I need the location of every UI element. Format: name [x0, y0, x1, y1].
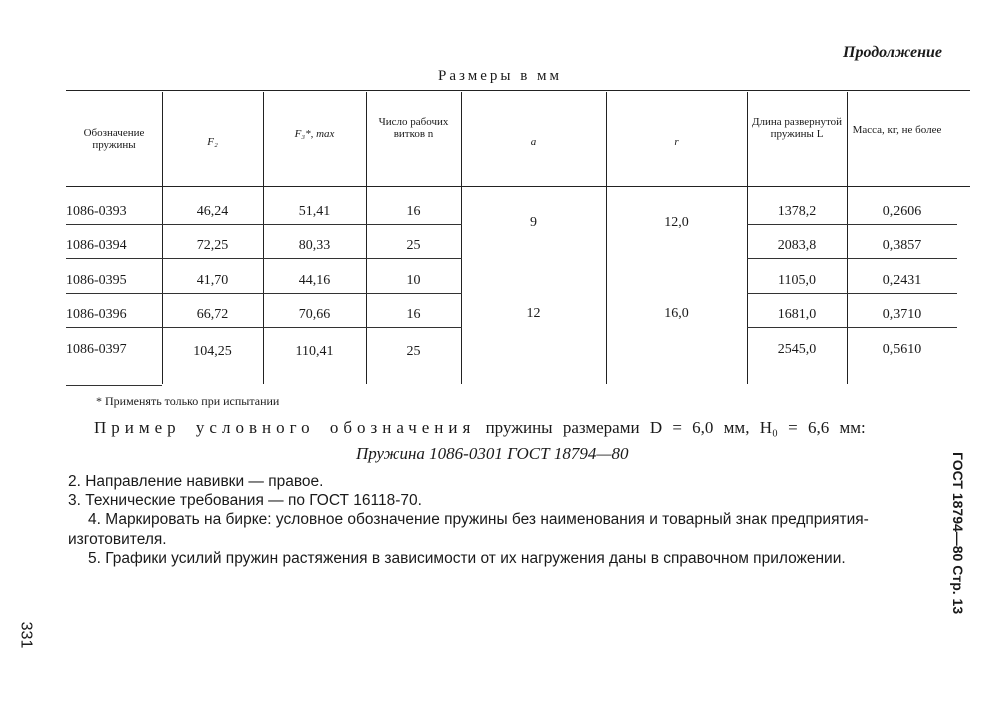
item-4: 4. Маркировать на бирке: условное обозначение пружины без наименования и товарный знак предприятия-изготовителя.: [68, 511, 869, 548]
cell-f2: 46,24: [196, 204, 229, 219]
header-a: a: [530, 136, 537, 148]
cell-mass: 0,3857: [882, 238, 922, 253]
cell-length: 1378,2: [777, 204, 817, 219]
cell-turns: 25: [406, 344, 421, 359]
example-rest: пружины размерами D = 6,0 мм, H₀ = 6,6 мм:: [485, 418, 866, 437]
units-caption: Размеры в мм: [438, 68, 563, 84]
row-code: 1086-0394: [66, 238, 127, 253]
header-length: Длина развернутой пружины L: [751, 116, 843, 140]
side-header: ГОСТ 18794—80 Стр. 13: [950, 452, 966, 615]
row-code: 1086-0396: [66, 307, 127, 322]
row-rule: [66, 258, 462, 259]
cell-turns: 10: [406, 273, 421, 288]
cell-f2: 104,25: [193, 344, 232, 359]
cell-turns: 25: [406, 238, 421, 253]
cell-length: 2545,0: [777, 342, 817, 357]
cell-f3: 110,41: [295, 344, 334, 359]
item-5: 5. Графики усилий пружин растяжения в зависимости от их нагружения даны в справочном приложении.: [88, 550, 846, 567]
row-code: 1086-0393: [66, 204, 127, 219]
table-top-rule: [66, 90, 970, 91]
header-designation: Обозначение пружины: [83, 127, 145, 151]
cell-mass: 0,2431: [882, 273, 922, 288]
cell-r-group-1: 12,0: [664, 215, 689, 230]
cell-f3: 44,16: [298, 273, 331, 288]
cell-length: 1681,0: [777, 307, 817, 322]
cell-mass: 0,3710: [882, 307, 922, 322]
row-code: 1086-0397: [66, 342, 127, 357]
row-rule: [747, 258, 957, 259]
row-rule: [747, 224, 957, 225]
item-2: 2. Направление навивки — правое.: [68, 473, 324, 490]
header-f3: F₃*, max: [294, 128, 335, 140]
cell-mass: 0,2606: [882, 204, 922, 219]
cell-f3: 51,41: [298, 204, 331, 219]
cell-r-group-2: 16,0: [664, 306, 689, 321]
cell-mass: 0,5610: [882, 342, 922, 357]
row-rule: [747, 327, 957, 328]
header-r: r: [674, 136, 679, 148]
row-rule: [66, 293, 462, 294]
header-f2: F₂: [207, 136, 218, 148]
footnote: * Применять только при испытании: [96, 394, 280, 408]
table-header-rule: [66, 186, 970, 187]
table-bottom-rule: [66, 385, 162, 386]
cell-f3: 70,66: [298, 307, 331, 322]
row-rule: [747, 293, 957, 294]
row-rule: [66, 224, 462, 225]
row-rule: [66, 327, 462, 328]
page-number: 331: [17, 621, 35, 649]
cell-f2: 66,72: [196, 307, 229, 322]
item-3: 3. Технические требования — по ГОСТ 16118-70.: [68, 492, 422, 509]
cell-turns: 16: [406, 307, 421, 322]
header-turns: Число рабочих витков n: [378, 116, 449, 140]
example-designation: Пружина 1086-0301 ГОСТ 18794—80: [356, 444, 629, 463]
example-line: [94, 418, 866, 438]
cell-f3: 80,33: [298, 238, 331, 253]
row-code: 1086-0395: [66, 273, 127, 288]
cell-f2: 72,25: [196, 238, 229, 253]
cell-f2: 41,70: [196, 273, 229, 288]
cell-length: 1105,0: [778, 273, 816, 288]
cell-length: 2083,8: [777, 238, 817, 253]
example-lead: Пример условного обозначения: [94, 418, 476, 437]
cell-turns: 16: [406, 204, 421, 219]
cell-a-group-1: 9: [530, 215, 537, 230]
header-mass: Масса, кг, не более: [852, 124, 942, 136]
continuation-label: Продолжение: [843, 44, 942, 61]
cell-a-group-2: 12: [526, 306, 541, 321]
